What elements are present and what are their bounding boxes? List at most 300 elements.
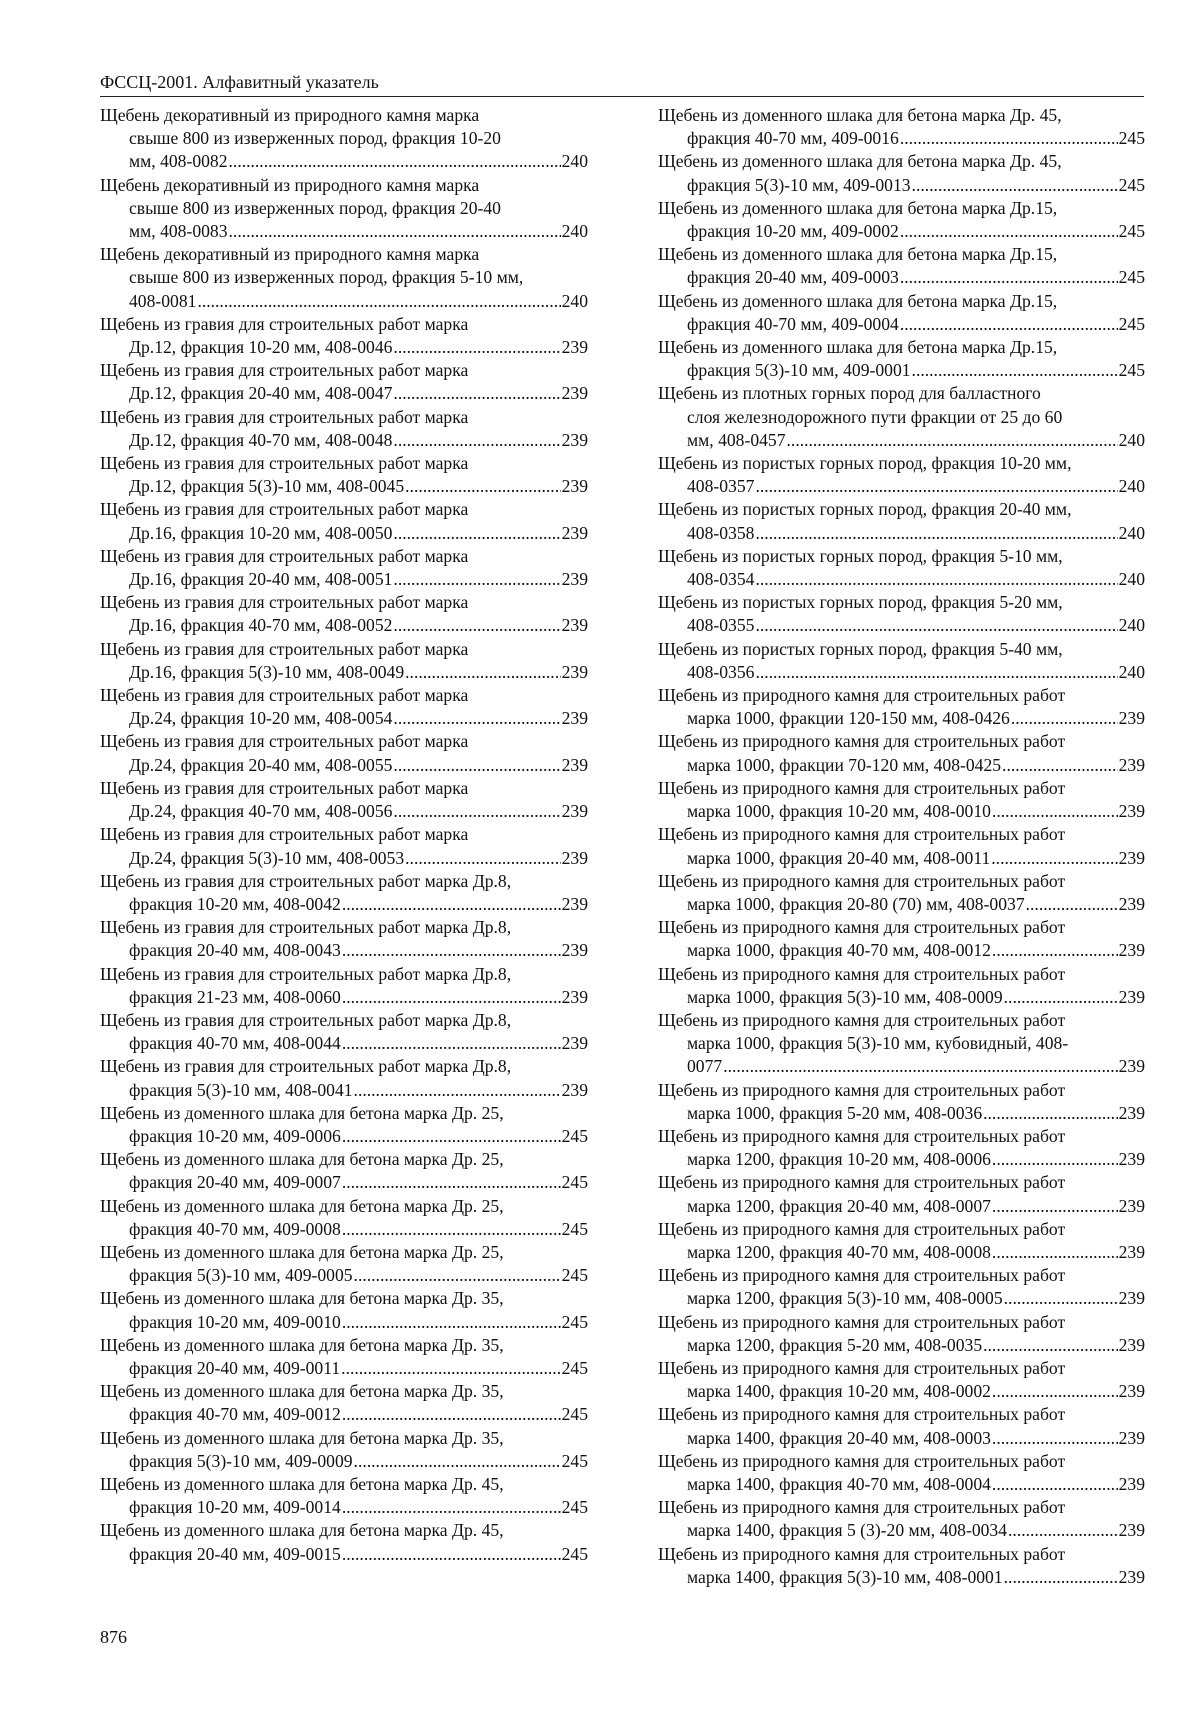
entry-code: фракция 5(3)-10 мм, 409-0009 bbox=[129, 1450, 353, 1471]
dot-leader bbox=[1026, 893, 1118, 916]
entry-code: Др.24, фракция 5(3)-10 мм, 408-0053 bbox=[129, 847, 405, 868]
entry-code: фракция 10-20 мм, 408-0042 bbox=[129, 893, 341, 914]
index-entry bbox=[658, 1403, 1145, 1449]
entry-last-line bbox=[100, 986, 588, 1009]
entry-code: фракция 20-40 мм, 409-0003 bbox=[687, 267, 899, 288]
entry-code: Др.12, фракция 40-70 мм, 408-0048 bbox=[129, 429, 393, 450]
entry-page-number: 239 bbox=[561, 986, 588, 1007]
entry-last-line bbox=[100, 1357, 588, 1380]
index-entry bbox=[658, 1357, 1145, 1403]
entry-text-line: слоя железнодорожного пути фракции от 25 до 60 bbox=[687, 406, 1063, 427]
entry-code: марка 1200, фракция 5(3)-10 мм, 408-0005 bbox=[687, 1288, 1003, 1309]
entry-text-line: Щебень из доменного шлака для бетона марка Др. 45, bbox=[658, 151, 1062, 172]
index-column-right bbox=[658, 104, 1145, 1589]
entry-last-line bbox=[100, 382, 588, 405]
dot-leader bbox=[393, 522, 560, 545]
entry-text-line: Щебень из гравия для строительных работ марка bbox=[100, 685, 469, 706]
entry-last-line bbox=[100, 893, 588, 916]
entry-last-line bbox=[100, 847, 588, 870]
index-entry bbox=[658, 1496, 1145, 1542]
entry-code: Др.16, фракция 40-70 мм, 408-0052 bbox=[129, 615, 393, 636]
entry-page-number: 239 bbox=[1118, 1334, 1145, 1355]
entry-text-line: Щебень из пористых горных пород, фракция 5-20 мм, bbox=[658, 592, 1063, 613]
entry-code: фракция 5(3)-10 мм, 409-0005 bbox=[129, 1265, 353, 1286]
entry-last-line bbox=[100, 1543, 588, 1566]
entry-text-line: Щебень из природного камня для строительных работ bbox=[658, 1009, 1066, 1030]
index-entry bbox=[100, 1055, 588, 1101]
entry-text-line: Щебень из природного камня для строительных работ bbox=[658, 1172, 1066, 1193]
entry-code: 408-0358 bbox=[687, 522, 755, 543]
entry-code: фракция 20-40 мм, 409-0011 bbox=[129, 1357, 341, 1378]
index-entry bbox=[100, 406, 588, 452]
entry-page-number: 240 bbox=[1118, 522, 1145, 543]
entry-last-line bbox=[100, 568, 588, 591]
index-entry bbox=[100, 963, 588, 1009]
entry-text-line: Щебень из гравия для строительных работ марка bbox=[100, 638, 469, 659]
entry-last-line bbox=[658, 429, 1145, 452]
entry-text-line: Щебень из пористых горных пород, фракция 5-10 мм, bbox=[658, 545, 1063, 566]
entry-last-line bbox=[658, 359, 1145, 382]
entry-page-number: 239 bbox=[1118, 1149, 1145, 1170]
page-header bbox=[100, 70, 1144, 97]
entry-code: 408-0355 bbox=[687, 615, 755, 636]
entry-code: марка 1000, фракция 20-40 мм, 408-0011 bbox=[687, 847, 991, 868]
entry-page-number: 245 bbox=[561, 1404, 588, 1425]
entry-text-line: Щебень из доменного шлака для бетона марка Др. 45, bbox=[658, 105, 1062, 125]
index-entry bbox=[658, 150, 1145, 196]
entry-page-number: 239 bbox=[561, 476, 588, 497]
index-entry bbox=[100, 591, 588, 637]
dot-leader bbox=[992, 1380, 1118, 1403]
dot-leader bbox=[229, 150, 561, 173]
entry-page-number: 239 bbox=[1118, 1566, 1145, 1587]
entry-page-number: 239 bbox=[561, 940, 588, 961]
entry-page-number: 240 bbox=[561, 151, 588, 172]
entry-code: мм, 408-0083 bbox=[129, 221, 228, 242]
entry-code: 0077 bbox=[687, 1056, 723, 1077]
entry-code: фракция 20-40 мм, 408-0043 bbox=[129, 940, 341, 961]
index-entry bbox=[658, 1218, 1145, 1264]
entry-text-line: Щебень декоративный из природного камня марка bbox=[100, 174, 480, 195]
entry-text-line: свыше 800 из изверженных пород, фракция 10-20 bbox=[129, 128, 501, 149]
entry-last-line bbox=[658, 847, 1145, 870]
entry-page-number: 239 bbox=[1118, 754, 1145, 775]
index-entry bbox=[658, 1311, 1145, 1357]
dot-leader bbox=[342, 1032, 561, 1055]
index-entry bbox=[658, 1171, 1145, 1217]
index-entry bbox=[658, 382, 1145, 452]
entry-code: марка 1000, фракция 40-70 мм, 408-0012 bbox=[687, 940, 991, 961]
entry-page-number: 245 bbox=[561, 1218, 588, 1239]
index-entry bbox=[100, 498, 588, 544]
entry-last-line bbox=[100, 614, 588, 637]
entry-page-number: 240 bbox=[1118, 615, 1145, 636]
index-entry bbox=[658, 684, 1145, 730]
entry-page-number: 239 bbox=[1118, 1241, 1145, 1262]
entry-last-line bbox=[658, 1334, 1145, 1357]
entry-page-number: 245 bbox=[1118, 313, 1145, 334]
entry-text-line: Щебень из природного камня для строительных работ bbox=[658, 1497, 1066, 1518]
entry-code: Др.16, фракция 20-40 мм, 408-0051 bbox=[129, 569, 393, 590]
entry-code: Др.16, фракция 5(3)-10 мм, 408-0049 bbox=[129, 661, 405, 682]
entry-code: Др.12, фракция 5(3)-10 мм, 408-0045 bbox=[129, 476, 405, 497]
entry-last-line bbox=[658, 893, 1145, 916]
entry-code: фракция 10-20 мм, 409-0006 bbox=[129, 1125, 341, 1146]
index-entry bbox=[658, 1125, 1145, 1171]
entry-text-line: Щебень из гравия для строительных работ марка Др.8, bbox=[100, 1056, 512, 1077]
dot-leader bbox=[342, 893, 561, 916]
entry-code: фракция 5(3)-10 мм, 408-0041 bbox=[129, 1079, 353, 1100]
entry-code: фракция 40-70 мм, 409-0004 bbox=[687, 313, 899, 334]
entry-code: Др.24, фракция 40-70 мм, 408-0056 bbox=[129, 801, 393, 822]
entry-last-line bbox=[658, 1287, 1145, 1310]
entry-text-line: Щебень из пористых горных пород, фракция 5-40 мм, bbox=[658, 638, 1063, 659]
entry-page-number: 245 bbox=[561, 1543, 588, 1564]
entry-code: марка 1000, фракции 120-150 мм, 408-0426 bbox=[687, 708, 1010, 729]
entry-code: фракция 5(3)-10 мм, 409-0001 bbox=[687, 360, 911, 381]
entry-page-number: 239 bbox=[1118, 1381, 1145, 1402]
dot-leader bbox=[342, 1543, 561, 1566]
entry-text-line: Щебень из доменного шлака для бетона марка Др. 25, bbox=[100, 1149, 504, 1170]
entry-last-line bbox=[100, 661, 588, 684]
entry-code: Др.24, фракция 10-20 мм, 408-0054 bbox=[129, 708, 393, 729]
dot-leader bbox=[992, 1473, 1118, 1496]
dot-leader bbox=[1004, 986, 1118, 1009]
entry-page-number: 239 bbox=[1118, 801, 1145, 822]
dot-leader bbox=[992, 1427, 1118, 1450]
entry-code: фракция 40-70 мм, 409-0012 bbox=[129, 1404, 341, 1425]
entry-text-line: Щебень из доменного шлака для бетона марка Др.15, bbox=[658, 244, 1058, 265]
entry-page-number: 240 bbox=[1118, 429, 1145, 450]
entry-page-number: 239 bbox=[1118, 1102, 1145, 1123]
index-entry bbox=[658, 1264, 1145, 1310]
index-entry bbox=[100, 104, 588, 174]
dot-leader bbox=[1008, 1519, 1118, 1542]
entry-text-line: Щебень из доменного шлака для бетона марка Др. 25, bbox=[100, 1241, 504, 1262]
entry-text-line: марка 1000, фракция 5(3)-10 мм, кубовидный, 408- bbox=[687, 1033, 1069, 1054]
dot-leader bbox=[991, 847, 1117, 870]
entry-code: марка 1000, фракция 5-20 мм, 408-0036 bbox=[687, 1102, 983, 1123]
dot-leader bbox=[405, 475, 560, 498]
entry-page-number: 239 bbox=[1118, 986, 1145, 1007]
entry-last-line bbox=[100, 150, 588, 173]
page-number: 876 bbox=[100, 1627, 127, 1647]
entry-page-number: 240 bbox=[1118, 569, 1145, 590]
index-entry bbox=[658, 1450, 1145, 1496]
dot-leader bbox=[342, 1311, 561, 1334]
entry-text-line: Щебень из доменного шлака для бетона марка Др. 45, bbox=[100, 1520, 504, 1541]
entry-last-line bbox=[658, 174, 1145, 197]
dot-leader bbox=[393, 568, 560, 591]
entry-page-number: 239 bbox=[561, 569, 588, 590]
entry-code: 408-0354 bbox=[687, 569, 755, 590]
entry-last-line bbox=[100, 1450, 588, 1473]
index-entry bbox=[100, 1427, 588, 1473]
entry-last-line bbox=[100, 429, 588, 452]
entry-text-line: Щебень из гравия для строительных работ марка bbox=[100, 545, 469, 566]
entry-page-number: 245 bbox=[561, 1450, 588, 1471]
dot-leader bbox=[342, 1403, 561, 1426]
entry-last-line bbox=[100, 522, 588, 545]
dot-leader bbox=[405, 847, 560, 870]
entry-last-line bbox=[100, 220, 588, 243]
entry-last-line bbox=[658, 939, 1145, 962]
entry-page-number: 245 bbox=[1118, 174, 1145, 195]
index-entry bbox=[100, 1334, 588, 1380]
entry-code: марка 1400, фракция 5 (3)-20 мм, 408-0034 bbox=[687, 1520, 1008, 1541]
entry-text-line: Щебень из доменного шлака для бетона марка Др. 25, bbox=[100, 1102, 504, 1123]
entry-last-line bbox=[100, 1032, 588, 1055]
entry-text-line: Щебень из природного камня для строительных работ bbox=[658, 824, 1066, 845]
entry-page-number: 245 bbox=[561, 1172, 588, 1193]
index-entry bbox=[100, 870, 588, 916]
entry-code: марка 1000, фракция 10-20 мм, 408-0010 bbox=[687, 801, 991, 822]
entry-last-line bbox=[100, 1125, 588, 1148]
entry-page-number: 240 bbox=[561, 221, 588, 242]
entry-page-number: 239 bbox=[561, 801, 588, 822]
entry-last-line bbox=[100, 707, 588, 730]
dot-leader bbox=[393, 336, 560, 359]
entry-last-line bbox=[658, 313, 1145, 336]
entry-text-line: Щебень из природного камня для строительных работ bbox=[658, 1079, 1066, 1100]
entry-code: фракция 40-70 мм, 409-0016 bbox=[687, 128, 899, 149]
entry-code: фракция 20-40 мм, 409-0015 bbox=[129, 1543, 341, 1564]
entry-text-line: Щебень из природного камня для строительных работ bbox=[658, 1543, 1066, 1564]
entry-text-line: Щебень из пористых горных пород, фракция 20-40 мм, bbox=[658, 499, 1072, 520]
entry-text-line: Щебень из доменного шлака для бетона марка Др. 45, bbox=[100, 1473, 504, 1494]
entry-last-line bbox=[658, 986, 1145, 1009]
entry-last-line bbox=[100, 1264, 588, 1287]
entry-text-line: Щебень из природного камня для строительных работ bbox=[658, 1450, 1066, 1471]
entry-text-line: Щебень из природного камня для строительных работ bbox=[658, 1357, 1066, 1378]
index-entry bbox=[658, 498, 1145, 544]
entry-text-line: Щебень из гравия для строительных работ марка bbox=[100, 777, 469, 798]
dot-leader bbox=[900, 313, 1118, 336]
index-entry bbox=[658, 870, 1145, 916]
entry-page-number: 239 bbox=[1118, 1288, 1145, 1309]
entry-code: марка 1400, фракция 5(3)-10 мм, 408-0001 bbox=[687, 1566, 1003, 1587]
index-entry bbox=[658, 777, 1145, 823]
entry-text-line: Щебень декоративный из природного камня марка bbox=[100, 105, 480, 125]
index-entry bbox=[100, 243, 588, 313]
entry-page-number: 239 bbox=[1118, 708, 1145, 729]
entry-text-line: Щебень из гравия для строительных работ марка bbox=[100, 592, 469, 613]
entry-text-line: Щебень из плотных горных пород для балластного bbox=[658, 383, 1041, 404]
index-entry bbox=[100, 545, 588, 591]
entry-text-line: Щебень из гравия для строительных работ марка bbox=[100, 313, 469, 334]
entry-last-line bbox=[658, 1380, 1145, 1403]
entry-code: фракция 10-20 мм, 409-0010 bbox=[129, 1311, 341, 1332]
dot-leader bbox=[900, 127, 1118, 150]
entry-text-line: Щебень из доменного шлака для бетона марка Др.15, bbox=[658, 337, 1058, 358]
entry-text-line: свыше 800 из изверженных пород, фракция 5-10 мм, bbox=[129, 267, 524, 288]
dot-leader bbox=[1004, 1566, 1118, 1589]
entry-last-line bbox=[658, 1427, 1145, 1450]
dot-leader bbox=[912, 174, 1118, 197]
entry-text-line: свыше 800 из изверженных пород, фракция 20-40 bbox=[129, 197, 501, 218]
index-entry bbox=[100, 823, 588, 869]
entry-last-line bbox=[658, 1102, 1145, 1125]
index-entry bbox=[658, 1543, 1145, 1589]
entry-page-number: 245 bbox=[561, 1497, 588, 1518]
entry-code: марка 1200, фракция 5-20 мм, 408-0035 bbox=[687, 1334, 983, 1355]
dot-leader bbox=[1002, 754, 1118, 777]
entry-text-line: Щебень из природного камня для строительных работ bbox=[658, 1125, 1066, 1146]
entry-text-line: Щебень из гравия для строительных работ марка bbox=[100, 453, 469, 474]
entry-page-number: 245 bbox=[1118, 360, 1145, 381]
entry-text-line: Щебень из доменного шлака для бетона марка Др. 35, bbox=[100, 1334, 504, 1355]
entry-last-line bbox=[100, 1311, 588, 1334]
dot-leader bbox=[992, 800, 1118, 823]
entry-last-line bbox=[658, 754, 1145, 777]
entry-code: мм, 408-0082 bbox=[129, 151, 228, 172]
dot-leader bbox=[393, 800, 560, 823]
index-entry bbox=[100, 313, 588, 359]
entry-last-line bbox=[100, 1403, 588, 1426]
entry-code: Др.16, фракция 10-20 мм, 408-0050 bbox=[129, 522, 393, 543]
entry-text-line: Щебень из природного камня для строительных работ bbox=[658, 777, 1066, 798]
index-entry bbox=[658, 730, 1145, 776]
entry-code: фракция 40-70 мм, 408-0044 bbox=[129, 1033, 341, 1054]
entry-page-number: 239 bbox=[1118, 940, 1145, 961]
entry-text-line: Щебень из природного камня для строительных работ bbox=[658, 870, 1066, 891]
entry-page-number: 245 bbox=[1118, 267, 1145, 288]
entry-page-number: 239 bbox=[561, 847, 588, 868]
entry-last-line bbox=[658, 1055, 1145, 1078]
entry-last-line bbox=[658, 220, 1145, 243]
entry-code: мм, 408-0457 bbox=[687, 429, 786, 450]
index-entry bbox=[100, 1009, 588, 1055]
entry-last-line bbox=[100, 336, 588, 359]
entry-code: фракция 40-70 мм, 409-0008 bbox=[129, 1218, 341, 1239]
index-entry bbox=[100, 1473, 588, 1519]
entry-text-line: Щебень из природного камня для строительных работ bbox=[658, 1265, 1066, 1286]
entry-text-line: Щебень из доменного шлака для бетона марка Др. 35, bbox=[100, 1427, 504, 1448]
dot-leader bbox=[341, 1357, 560, 1380]
index-entry bbox=[100, 452, 588, 498]
entry-page-number: 245 bbox=[1118, 128, 1145, 149]
entry-text-line: Щебень из природного камня для строительных работ bbox=[658, 1311, 1066, 1332]
dot-leader bbox=[983, 1334, 1117, 1357]
entry-text-line: Щебень из гравия для строительных работ марка bbox=[100, 406, 469, 427]
index-entry bbox=[658, 290, 1145, 336]
dot-leader bbox=[197, 290, 560, 313]
dot-leader bbox=[723, 1055, 1117, 1078]
dot-leader bbox=[1011, 707, 1118, 730]
index-entry bbox=[658, 823, 1145, 869]
index-entry bbox=[100, 916, 588, 962]
entry-last-line bbox=[100, 1079, 588, 1102]
entry-page-number: 245 bbox=[1118, 221, 1145, 242]
entry-last-line bbox=[658, 1195, 1145, 1218]
index-entry bbox=[100, 359, 588, 405]
entry-last-line bbox=[658, 522, 1145, 545]
entry-last-line bbox=[658, 1519, 1145, 1542]
index-column-left bbox=[100, 104, 588, 1566]
entry-page-number: 239 bbox=[1118, 893, 1145, 914]
entry-last-line bbox=[100, 1218, 588, 1241]
entry-text-line: Щебень из гравия для строительных работ марка Др.8, bbox=[100, 870, 512, 891]
dot-leader bbox=[405, 661, 560, 684]
dot-leader bbox=[342, 1218, 561, 1241]
entry-text-line: Щебень из гравия для строительных работ марка Др.8, bbox=[100, 963, 512, 984]
entry-code: марка 1400, фракция 40-70 мм, 408-0004 bbox=[687, 1473, 991, 1494]
entry-last-line bbox=[658, 1241, 1145, 1264]
dot-leader bbox=[342, 1171, 561, 1194]
entry-last-line bbox=[658, 800, 1145, 823]
entry-last-line bbox=[658, 661, 1145, 684]
entry-page-number: 240 bbox=[561, 290, 588, 311]
dot-leader bbox=[755, 614, 1117, 637]
entry-text-line: Щебень из гравия для строительных работ марка bbox=[100, 731, 469, 752]
entry-last-line bbox=[658, 1148, 1145, 1171]
entry-code: Др.24, фракция 20-40 мм, 408-0055 bbox=[129, 754, 393, 775]
entry-page-number: 239 bbox=[561, 661, 588, 682]
entry-text-line: Щебень из природного камня для строительных работ bbox=[658, 685, 1066, 706]
dot-leader bbox=[787, 429, 1118, 452]
index-entry bbox=[658, 452, 1145, 498]
dot-leader bbox=[393, 754, 560, 777]
entry-code: марка 1200, фракция 20-40 мм, 408-0007 bbox=[687, 1195, 991, 1216]
dot-leader bbox=[755, 661, 1117, 684]
entry-page-number: 239 bbox=[561, 1079, 588, 1100]
entry-last-line bbox=[658, 1566, 1145, 1589]
dot-leader bbox=[900, 220, 1118, 243]
dot-leader bbox=[992, 1195, 1118, 1218]
index-entry bbox=[100, 1241, 588, 1287]
entry-page-number: 239 bbox=[561, 337, 588, 358]
entry-page-number: 245 bbox=[561, 1357, 588, 1378]
dot-leader bbox=[393, 614, 560, 637]
entry-text-line: Щебень из гравия для строительных работ марка bbox=[100, 360, 469, 381]
dot-leader bbox=[393, 429, 560, 452]
dot-leader bbox=[755, 475, 1117, 498]
entry-code: 408-0081 bbox=[129, 290, 197, 311]
dot-leader bbox=[1004, 1287, 1118, 1310]
entry-page-number: 239 bbox=[1118, 1473, 1145, 1494]
entry-text-line: Щебень из доменного шлака для бетона марка Др. 25, bbox=[100, 1195, 504, 1216]
entry-code: Др.12, фракция 20-40 мм, 408-0047 bbox=[129, 383, 393, 404]
index-entry bbox=[100, 638, 588, 684]
entry-text-line: Щебень из гравия для строительных работ марка bbox=[100, 499, 469, 520]
entry-code: фракция 5(3)-10 мм, 409-0013 bbox=[687, 174, 911, 195]
index-entry bbox=[100, 1519, 588, 1565]
entry-page-number: 239 bbox=[1118, 1056, 1145, 1077]
entry-last-line bbox=[658, 707, 1145, 730]
index-entry bbox=[658, 243, 1145, 289]
entry-text-line: Щебень из доменного шлака для бетона марка Др. 35, bbox=[100, 1381, 504, 1402]
entry-last-line bbox=[100, 475, 588, 498]
dot-leader bbox=[992, 939, 1118, 962]
entry-page-number: 239 bbox=[1118, 1520, 1145, 1541]
entry-text-line: Щебень из природного камня для строительных работ bbox=[658, 731, 1066, 752]
dot-leader bbox=[342, 1125, 561, 1148]
entry-code: Др.12, фракция 10-20 мм, 408-0046 bbox=[129, 337, 393, 358]
index-entry bbox=[658, 336, 1145, 382]
entry-page-number: 239 bbox=[1118, 1427, 1145, 1448]
dot-leader bbox=[342, 986, 561, 1009]
entry-last-line bbox=[100, 939, 588, 962]
entry-page-number: 239 bbox=[561, 429, 588, 450]
entry-code: марка 1400, фракция 10-20 мм, 408-0002 bbox=[687, 1381, 991, 1402]
entry-text-line: Щебень из гравия для строительных работ марка Др.8, bbox=[100, 917, 512, 938]
index-entry bbox=[658, 197, 1145, 243]
entry-last-line bbox=[658, 568, 1145, 591]
index-entry bbox=[658, 591, 1145, 637]
dot-leader bbox=[900, 266, 1118, 289]
entry-last-line bbox=[100, 754, 588, 777]
dot-leader bbox=[983, 1102, 1117, 1125]
